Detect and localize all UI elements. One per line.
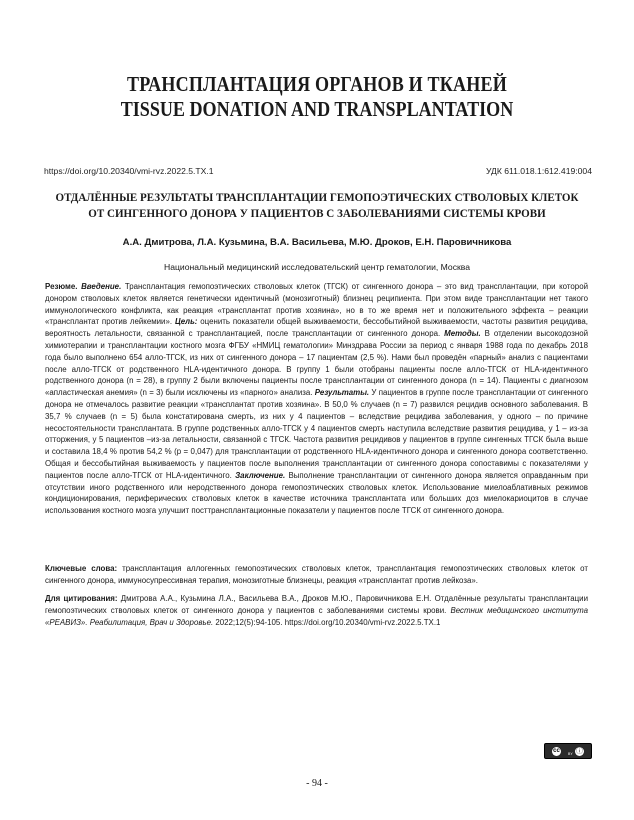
intro-text: Трансплантация гемопоэтических стволовых клеток (ТГСК) от сингенного донора – это вид трансплантации, при которой донором стволовых клеток является генетически идентичный (монозиготный) близнец реципиента. При этом виде трансплантации нет такого иммунологического конфликта, как реакция «трансплантат против хозяина», но в то же время нет и положительного эффекта – реакции «трансплантат против лейкемии». [45,282,588,327]
keywords-label: Ключевые слова: [45,564,118,573]
udk-code: УДК 611.018.1:612.419:004 [485,166,592,176]
citation-text: Дмитрова А.А., Кузьмина Л.А., Васильева В.А., Дроков М.Ю., Паровичникова Е.Н. Отдалённые результаты трансплантации гемопоэтических стволовых клеток от сингенного донора у пациентов с заболеваниями системы крови. [45,594,588,615]
cc-by-license-badge[interactable] [544,743,592,759]
conclusion-text: Выполнение трансплантации от сингенного донора является оправданным при отсутствии иного родственного или неродственного донора гемопоэтических стволовых клеток. Использование миелоаблативных режимов кондиционирования, периферических стволовых клеток в качестве источника трансплантата или больших доз миелокариоцитов в случае использования костного мозга улучшит посттрансплантационные показатели у пациентов после ТГСК от сингенного донора. [45,470,588,516]
abstract-label: Резюме. [45,282,78,291]
authors: А.А. Дмитрова, Л.А. Кузьмина, В.А. Васильева, М.Ю. Дроков, Е.Н. Паровичникова [122,237,512,248]
keywords-text: трансплантация аллогенных гемопоэтических стволовых клеток, трансплантация гемопоэтических стволовых клеток от сингенного донора, иммуносупрессивная терапия, монозиготные близнецы, реакция «трансплантат против лейкоза». [45,564,588,585]
results-text: У пациентов в группе после трансплантации от сингенного донора не отмечалось развитие реакции «трансплантат против хозяина». В 50,0 % случаев (n = 7) развился рецидив основного заболевания. В 35,7 % случаев (n = 5) была констатирована смерть, из них у 4 пациентов – вследствие рецидива заболевания, у одного – по причине несостоятельности трансплантата. В группе родственных алло-ТГСК у 4 пациентов смерть наступила вследствие развития рецидива, у 1 – из-за отторжения, у 5 пациентов –из-за летальности, связанной с ТГСК. Частота развития рецидивов у пациентов в группе сингенных ТГСК была выше и составила 18,4 % против 54,2 % (p = 0,047) для трансплантации от родственного HLA-идентичного донора и сингенного донора соответственно. Общая и бессобытийная выживаемость у пациентов после выполнения трансплантации от сингенного донора сопоставимы с показателями у пациентов после алло-ТГСК от HLA-идентичного. [45,388,588,480]
citation-label: Для цитирования: [45,594,118,603]
creative-commons-icon: cc [553,747,560,754]
methods-label: Методы. [444,329,481,339]
intro-label: Введение. [81,282,122,291]
aim-label: Цель: [174,317,198,327]
journal-title-en: TISSUE DONATION AND TRANSPLANTATION [120,97,514,121]
article-title [53,189,581,221]
keywords [45,563,588,587]
affiliation: Национальный медицинский исследовательский центр гематологии, Москва [163,262,470,272]
results-label: Результаты. [314,388,370,398]
article-title-line2: ОТ СИНГЕННОГО ДОНОРА У ПАЦИЕНТОВ С ЗАБОЛЕВАНИЯМИ СИСТЕМЫ КРОВИ [88,206,546,220]
cc-by-label: BY [568,752,573,756]
journal-title-ru: ТРАНСПЛАНТАЦИЯ ОРГАНОВ И ТКАНЕЙ [127,72,507,96]
abstract [45,281,588,517]
methods-text: В отделении высокодозной химиотерапии и трансплантации костного мозга ФГБУ «НМИЦ гематологии» Минздрава России за период с января 1988 года по декабрь 2018 года было выполнено 654 алло-ТГСК, из них от сингенного донора – 17 пациентам (2,5 %). Нами был проведён «парный» анализ с пациентами после алло-ТГСК от родственного HLA-идентичного донора. В группу 1 были отобраны пациенты после алло-ТГСК от HLA-идентичного родственного донора (n = 28), в группу 2 были включены пациенты после трансплантации от сингенного донора (n = 14). Пациенты с диагнозом «апластическая анемия» (n = 3) были исключены из «парного» анализа. [45,329,588,398]
conclusion-label: Заключение. [235,470,286,480]
page-number: - 94 - [306,778,328,789]
citation-tail[interactable]: 2022;12(5):94-105. https://doi.org/10.20340/vmi-rvz.2022.5.TX.1 [213,617,441,627]
aim-text: оценить показатели общей выживаемости, бессобытийной выживаемости, частоты развития рецидива, вероятность летальности, связанной с трансплантацией, после трансплантации от сингенного донора. [45,317,588,339]
doi-link[interactable]: https://doi.org/10.20340/vmi-rvz.2022.5.TX.1 [44,166,214,176]
article-title-line1: ОТДАЛЁННЫЕ РЕЗУЛЬТАТЫ ТРАНСПЛАНТАЦИИ ГЕМОПОЭТИЧЕСКИХ СТВОЛОВЫХ КЛЕТОК [55,190,579,204]
citation-journal: Вестник медицинского института «РЕАВИЗ». Реабилитация, Врач и Здоровье. [45,605,588,627]
attribution-icon: ⓘ [576,747,583,755]
citation [45,593,588,628]
